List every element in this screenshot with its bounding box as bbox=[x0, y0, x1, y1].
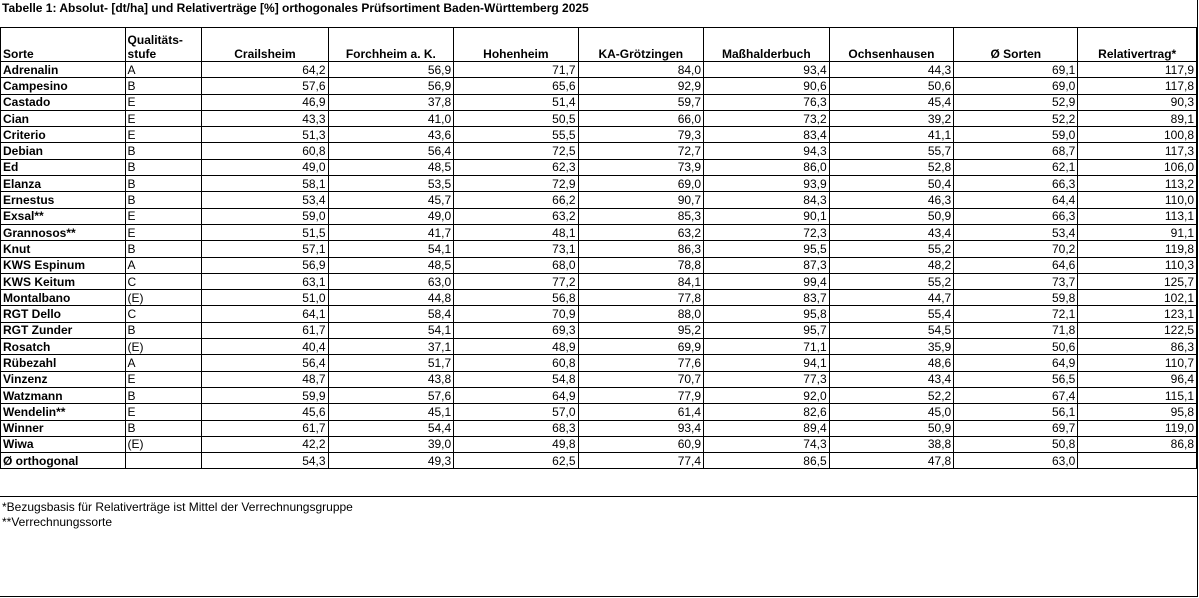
variety-name: Wendelin** bbox=[1, 404, 126, 420]
value-cell: 89,1 bbox=[1078, 110, 1197, 126]
value-cell: 86,5 bbox=[704, 453, 830, 469]
value-cell: 59,0 bbox=[954, 127, 1078, 143]
value-cell: 77,3 bbox=[704, 371, 830, 387]
quality-grade: B bbox=[125, 387, 202, 403]
table-row bbox=[1, 159, 1197, 175]
variety-name: RGT Zunder bbox=[1, 322, 126, 338]
value-cell: 77,9 bbox=[578, 387, 704, 403]
variety-name: KWS Keitum bbox=[1, 273, 126, 289]
variety-name: Rübezahl bbox=[1, 355, 126, 371]
value-cell: 95,8 bbox=[1078, 404, 1197, 420]
value-cell: 38,8 bbox=[829, 436, 954, 452]
value-cell: 90,7 bbox=[578, 192, 704, 208]
quality-grade: C bbox=[125, 273, 202, 289]
value-cell: 76,3 bbox=[704, 94, 830, 110]
value-cell: 43,8 bbox=[328, 371, 454, 387]
value-cell: 49,0 bbox=[202, 159, 328, 175]
variety-name: Ed bbox=[1, 159, 126, 175]
value-cell: 69,3 bbox=[454, 322, 578, 338]
quality-grade: E bbox=[125, 224, 202, 240]
value-cell: 106,0 bbox=[1078, 159, 1197, 175]
value-cell: 50,4 bbox=[829, 176, 954, 192]
value-cell: 77,8 bbox=[578, 290, 704, 306]
value-cell: 88,0 bbox=[578, 306, 704, 322]
value-cell: 46,9 bbox=[202, 94, 328, 110]
variety-name: Campesino bbox=[1, 78, 126, 94]
table-row bbox=[1, 62, 1197, 78]
header-relativertrag: Relativertrag* bbox=[1078, 28, 1197, 62]
value-cell: 93,4 bbox=[704, 62, 830, 78]
quality-grade: B bbox=[125, 322, 202, 338]
value-cell: 123,1 bbox=[1078, 306, 1197, 322]
value-cell: 41,7 bbox=[328, 224, 454, 240]
value-cell: 60,8 bbox=[202, 143, 328, 159]
value-cell: 46,3 bbox=[829, 192, 954, 208]
value-cell: 58,4 bbox=[328, 306, 454, 322]
variety-name: Rosatch bbox=[1, 339, 126, 355]
header-masshalderbuch: Maßhalderbuch bbox=[704, 28, 830, 62]
value-cell: 56,5 bbox=[954, 371, 1078, 387]
header-ka-groetzingen: KA-Grötzingen bbox=[578, 28, 704, 62]
value-cell: 70,7 bbox=[578, 371, 704, 387]
value-cell: 48,1 bbox=[454, 224, 578, 240]
value-cell: 93,4 bbox=[578, 420, 704, 436]
variety-name: Winner bbox=[1, 420, 126, 436]
value-cell: 43,4 bbox=[829, 224, 954, 240]
quality-grade: B bbox=[125, 176, 202, 192]
quality-grade: E bbox=[125, 94, 202, 110]
value-cell: 52,2 bbox=[954, 110, 1078, 126]
value-cell: 47,8 bbox=[829, 453, 954, 469]
table-row bbox=[1, 355, 1197, 371]
value-cell: 53,4 bbox=[954, 224, 1078, 240]
value-cell: 85,3 bbox=[578, 208, 704, 224]
value-cell: 86,8 bbox=[1078, 436, 1197, 452]
value-cell: 49,8 bbox=[454, 436, 578, 452]
quality-grade: B bbox=[125, 420, 202, 436]
value-cell: 45,0 bbox=[829, 404, 954, 420]
table-row bbox=[1, 127, 1197, 143]
value-cell: 110,0 bbox=[1078, 192, 1197, 208]
summary-row bbox=[1, 453, 1197, 469]
value-cell: 63,1 bbox=[202, 273, 328, 289]
yield-table bbox=[0, 27, 1197, 469]
value-cell: 91,1 bbox=[1078, 224, 1197, 240]
value-cell: 66,0 bbox=[578, 110, 704, 126]
value-cell: 113,1 bbox=[1078, 208, 1197, 224]
value-cell: 54,8 bbox=[454, 371, 578, 387]
value-cell: 86,3 bbox=[1078, 339, 1197, 355]
value-cell: 117,9 bbox=[1078, 62, 1197, 78]
value-cell: 51,0 bbox=[202, 290, 328, 306]
header-quali-line2: stufe bbox=[127, 47, 157, 61]
variety-name: Castado bbox=[1, 94, 126, 110]
header-ochsenhausen: Ochsenhausen bbox=[829, 28, 954, 62]
quality-grade bbox=[125, 453, 202, 469]
value-cell: 119,0 bbox=[1078, 420, 1197, 436]
value-cell: 113,2 bbox=[1078, 176, 1197, 192]
value-cell: 64,2 bbox=[202, 62, 328, 78]
value-cell: 72,9 bbox=[454, 176, 578, 192]
value-cell: 69,7 bbox=[954, 420, 1078, 436]
value-cell: 64,4 bbox=[954, 192, 1078, 208]
value-cell: 62,1 bbox=[954, 159, 1078, 175]
value-cell: 68,0 bbox=[454, 257, 578, 273]
quality-grade: B bbox=[125, 241, 202, 257]
value-cell: 51,7 bbox=[328, 355, 454, 371]
quality-grade: (E) bbox=[125, 290, 202, 306]
table-row bbox=[1, 387, 1197, 403]
table-row bbox=[1, 306, 1197, 322]
variety-name: Knut bbox=[1, 241, 126, 257]
table-row bbox=[1, 322, 1197, 338]
variety-name: Watzmann bbox=[1, 387, 126, 403]
value-cell: 44,8 bbox=[328, 290, 454, 306]
value-cell: 89,4 bbox=[704, 420, 830, 436]
value-cell: 77,2 bbox=[454, 273, 578, 289]
table-row bbox=[1, 404, 1197, 420]
quality-grade: B bbox=[125, 143, 202, 159]
value-cell: 71,8 bbox=[954, 322, 1078, 338]
value-cell: 94,3 bbox=[704, 143, 830, 159]
value-cell: 37,8 bbox=[328, 94, 454, 110]
value-cell: 45,1 bbox=[328, 404, 454, 420]
value-cell: 56,9 bbox=[328, 62, 454, 78]
value-cell: 52,8 bbox=[829, 159, 954, 175]
table-row bbox=[1, 339, 1197, 355]
value-cell: 57,6 bbox=[202, 78, 328, 94]
value-cell: 48,2 bbox=[829, 257, 954, 273]
variety-name: Criterio bbox=[1, 127, 126, 143]
header-forchheim: Forchheim a. K. bbox=[328, 28, 454, 62]
table-row bbox=[1, 176, 1197, 192]
value-cell: 49,3 bbox=[328, 453, 454, 469]
value-cell: 73,2 bbox=[704, 110, 830, 126]
value-cell: 72,1 bbox=[954, 306, 1078, 322]
value-cell: 68,3 bbox=[454, 420, 578, 436]
table-row bbox=[1, 273, 1197, 289]
value-cell: 62,5 bbox=[454, 453, 578, 469]
value-cell: 110,7 bbox=[1078, 355, 1197, 371]
value-cell: 63,0 bbox=[328, 273, 454, 289]
value-cell: 54,1 bbox=[328, 322, 454, 338]
value-cell: 54,1 bbox=[328, 241, 454, 257]
value-cell: 59,7 bbox=[578, 94, 704, 110]
table-body bbox=[1, 62, 1197, 469]
value-cell: 84,3 bbox=[704, 192, 830, 208]
value-cell: 66,3 bbox=[954, 208, 1078, 224]
header-row bbox=[1, 28, 1197, 62]
value-cell: 37,1 bbox=[328, 339, 454, 355]
value-cell: 87,3 bbox=[704, 257, 830, 273]
value-cell: 72,3 bbox=[704, 224, 830, 240]
value-cell: 45,4 bbox=[829, 94, 954, 110]
value-cell: 56,4 bbox=[328, 143, 454, 159]
value-cell: 78,8 bbox=[578, 257, 704, 273]
header-quali-line1: Qualitäts- bbox=[127, 33, 183, 47]
value-cell: 77,6 bbox=[578, 355, 704, 371]
value-cell: 66,3 bbox=[954, 176, 1078, 192]
value-cell: 64,9 bbox=[454, 387, 578, 403]
quality-grade: (E) bbox=[125, 436, 202, 452]
value-cell: 54,3 bbox=[202, 453, 328, 469]
value-cell: 119,8 bbox=[1078, 241, 1197, 257]
table-title: Tabelle 1: Absolut- [dt/ha] und Relativerträge [%] orthogonales Prüfsortiment Baden-Württemberg 2025 bbox=[2, 1, 589, 15]
value-cell: 90,1 bbox=[704, 208, 830, 224]
value-cell: 64,6 bbox=[954, 257, 1078, 273]
table-row bbox=[1, 436, 1197, 452]
table-row bbox=[1, 143, 1197, 159]
value-cell: 56,8 bbox=[454, 290, 578, 306]
value-cell: 72,7 bbox=[578, 143, 704, 159]
value-cell: 39,2 bbox=[829, 110, 954, 126]
footnotes bbox=[0, 496, 1197, 530]
header-qualitaetsstufe bbox=[125, 28, 202, 62]
value-cell: 49,0 bbox=[328, 208, 454, 224]
value-cell: 69,0 bbox=[578, 176, 704, 192]
quality-grade: A bbox=[125, 355, 202, 371]
value-cell: 50,6 bbox=[829, 78, 954, 94]
value-cell: 64,1 bbox=[202, 306, 328, 322]
value-cell: 84,1 bbox=[578, 273, 704, 289]
value-cell: 53,5 bbox=[328, 176, 454, 192]
value-cell: 51,5 bbox=[202, 224, 328, 240]
table-row bbox=[1, 257, 1197, 273]
value-cell: 110,3 bbox=[1078, 257, 1197, 273]
value-cell: 79,3 bbox=[578, 127, 704, 143]
value-cell: 55,2 bbox=[829, 241, 954, 257]
value-cell: 45,7 bbox=[328, 192, 454, 208]
value-cell: 51,3 bbox=[202, 127, 328, 143]
value-cell: 42,2 bbox=[202, 436, 328, 452]
value-cell: 94,1 bbox=[704, 355, 830, 371]
header-sorte: Sorte bbox=[1, 28, 126, 62]
quality-grade: E bbox=[125, 208, 202, 224]
value-cell: 92,9 bbox=[578, 78, 704, 94]
value-cell: 52,2 bbox=[829, 387, 954, 403]
value-cell: 95,7 bbox=[704, 322, 830, 338]
variety-name: Exsal** bbox=[1, 208, 126, 224]
value-cell: 56,9 bbox=[328, 78, 454, 94]
table-row bbox=[1, 224, 1197, 240]
quality-grade: A bbox=[125, 62, 202, 78]
value-cell: 102,1 bbox=[1078, 290, 1197, 306]
value-cell: 83,7 bbox=[704, 290, 830, 306]
value-cell: 73,1 bbox=[454, 241, 578, 257]
value-cell: 125,7 bbox=[1078, 273, 1197, 289]
value-cell: 63,0 bbox=[954, 453, 1078, 469]
value-cell: 48,7 bbox=[202, 371, 328, 387]
value-cell: 61,7 bbox=[202, 420, 328, 436]
value-cell: 57,0 bbox=[454, 404, 578, 420]
value-cell: 63,2 bbox=[578, 224, 704, 240]
value-cell: 58,1 bbox=[202, 176, 328, 192]
value-cell: 69,9 bbox=[578, 339, 704, 355]
value-cell bbox=[1078, 453, 1197, 469]
value-cell: 82,6 bbox=[704, 404, 830, 420]
value-cell: 72,5 bbox=[454, 143, 578, 159]
header-hohenheim: Hohenheim bbox=[454, 28, 578, 62]
value-cell: 55,4 bbox=[829, 306, 954, 322]
value-cell: 70,2 bbox=[954, 241, 1078, 257]
variety-name: RGT Dello bbox=[1, 306, 126, 322]
value-cell: 59,0 bbox=[202, 208, 328, 224]
value-cell: 60,9 bbox=[578, 436, 704, 452]
value-cell: 50,5 bbox=[454, 110, 578, 126]
value-cell: 68,7 bbox=[954, 143, 1078, 159]
value-cell: 50,8 bbox=[954, 436, 1078, 452]
variety-name: KWS Espinum bbox=[1, 257, 126, 273]
variety-name: Grannosos** bbox=[1, 224, 126, 240]
table-row bbox=[1, 110, 1197, 126]
value-cell: 44,7 bbox=[829, 290, 954, 306]
value-cell: 43,6 bbox=[328, 127, 454, 143]
value-cell: 50,9 bbox=[829, 208, 954, 224]
value-cell: 40,4 bbox=[202, 339, 328, 355]
value-cell: 90,6 bbox=[704, 78, 830, 94]
quality-grade: E bbox=[125, 371, 202, 387]
value-cell: 57,1 bbox=[202, 241, 328, 257]
quality-grade: A bbox=[125, 257, 202, 273]
value-cell: 115,1 bbox=[1078, 387, 1197, 403]
value-cell: 55,5 bbox=[454, 127, 578, 143]
quality-grade: E bbox=[125, 404, 202, 420]
value-cell: 95,2 bbox=[578, 322, 704, 338]
value-cell: 61,4 bbox=[578, 404, 704, 420]
value-cell: 59,9 bbox=[202, 387, 328, 403]
variety-name: Elanza bbox=[1, 176, 126, 192]
value-cell: 48,6 bbox=[829, 355, 954, 371]
quality-grade: B bbox=[125, 159, 202, 175]
quality-grade: E bbox=[125, 127, 202, 143]
table-row bbox=[1, 94, 1197, 110]
value-cell: 90,3 bbox=[1078, 94, 1197, 110]
value-cell: 63,2 bbox=[454, 208, 578, 224]
value-cell: 66,2 bbox=[454, 192, 578, 208]
quality-grade: E bbox=[125, 110, 202, 126]
value-cell: 69,1 bbox=[954, 62, 1078, 78]
value-cell: 35,9 bbox=[829, 339, 954, 355]
value-cell: 69,0 bbox=[954, 78, 1078, 94]
value-cell: 86,0 bbox=[704, 159, 830, 175]
value-cell: 100,8 bbox=[1078, 127, 1197, 143]
value-cell: 54,4 bbox=[328, 420, 454, 436]
value-cell: 43,3 bbox=[202, 110, 328, 126]
value-cell: 57,6 bbox=[328, 387, 454, 403]
value-cell: 54,5 bbox=[829, 322, 954, 338]
summary-label: Ø orthogonal bbox=[1, 453, 126, 469]
value-cell: 41,1 bbox=[829, 127, 954, 143]
value-cell: 51,4 bbox=[454, 94, 578, 110]
variety-name: Ernestus bbox=[1, 192, 126, 208]
value-cell: 83,4 bbox=[704, 127, 830, 143]
value-cell: 74,3 bbox=[704, 436, 830, 452]
value-cell: 41,0 bbox=[328, 110, 454, 126]
value-cell: 45,6 bbox=[202, 404, 328, 420]
table-row bbox=[1, 290, 1197, 306]
value-cell: 60,8 bbox=[454, 355, 578, 371]
value-cell: 48,5 bbox=[328, 159, 454, 175]
quality-grade: B bbox=[125, 78, 202, 94]
value-cell: 50,9 bbox=[829, 420, 954, 436]
table-row bbox=[1, 420, 1197, 436]
value-cell: 99,4 bbox=[704, 273, 830, 289]
value-cell: 122,5 bbox=[1078, 322, 1197, 338]
quality-grade: B bbox=[125, 192, 202, 208]
value-cell: 117,3 bbox=[1078, 143, 1197, 159]
value-cell: 96,4 bbox=[1078, 371, 1197, 387]
header-crailsheim: Crailsheim bbox=[202, 28, 328, 62]
quality-grade: (E) bbox=[125, 339, 202, 355]
value-cell: 65,6 bbox=[454, 78, 578, 94]
value-cell: 71,1 bbox=[704, 339, 830, 355]
value-cell: 62,3 bbox=[454, 159, 578, 175]
value-cell: 61,7 bbox=[202, 322, 328, 338]
variety-name: Debian bbox=[1, 143, 126, 159]
footnote-relativertrag: *Bezugsbasis für Relativerträge ist Mittel der Verrechnungsgruppe bbox=[2, 500, 353, 514]
variety-name: Wiwa bbox=[1, 436, 126, 452]
value-cell: 84,0 bbox=[578, 62, 704, 78]
table-row bbox=[1, 208, 1197, 224]
table-row bbox=[1, 371, 1197, 387]
table-row bbox=[1, 241, 1197, 257]
value-cell: 64,9 bbox=[954, 355, 1078, 371]
variety-name: Montalbano bbox=[1, 290, 126, 306]
value-cell: 56,1 bbox=[954, 404, 1078, 420]
quality-grade: C bbox=[125, 306, 202, 322]
table-row bbox=[1, 78, 1197, 94]
value-cell: 48,5 bbox=[328, 257, 454, 273]
variety-name: Vinzenz bbox=[1, 371, 126, 387]
value-cell: 48,9 bbox=[454, 339, 578, 355]
variety-name: Cian bbox=[1, 110, 126, 126]
value-cell: 70,9 bbox=[454, 306, 578, 322]
variety-name: Adrenalin bbox=[1, 62, 126, 78]
value-cell: 55,7 bbox=[829, 143, 954, 159]
value-cell: 95,8 bbox=[704, 306, 830, 322]
value-cell: 117,8 bbox=[1078, 78, 1197, 94]
header-avg-sorten: Ø Sorten bbox=[954, 28, 1078, 62]
value-cell: 56,9 bbox=[202, 257, 328, 273]
value-cell: 44,3 bbox=[829, 62, 954, 78]
value-cell: 71,7 bbox=[454, 62, 578, 78]
value-cell: 77,4 bbox=[578, 453, 704, 469]
value-cell: 92,0 bbox=[704, 387, 830, 403]
value-cell: 95,5 bbox=[704, 241, 830, 257]
footnote-verrechnungssorte: **Verrechnungssorte bbox=[2, 515, 113, 529]
value-cell: 52,9 bbox=[954, 94, 1078, 110]
value-cell: 73,9 bbox=[578, 159, 704, 175]
value-cell: 50,6 bbox=[954, 339, 1078, 355]
value-cell: 73,7 bbox=[954, 273, 1078, 289]
value-cell: 39,0 bbox=[328, 436, 454, 452]
value-cell: 59,8 bbox=[954, 290, 1078, 306]
value-cell: 56,4 bbox=[202, 355, 328, 371]
value-cell: 86,3 bbox=[578, 241, 704, 257]
value-cell: 55,2 bbox=[829, 273, 954, 289]
table-row bbox=[1, 192, 1197, 208]
value-cell: 43,4 bbox=[829, 371, 954, 387]
value-cell: 67,4 bbox=[954, 387, 1078, 403]
value-cell: 93,9 bbox=[704, 176, 830, 192]
value-cell: 53,4 bbox=[202, 192, 328, 208]
